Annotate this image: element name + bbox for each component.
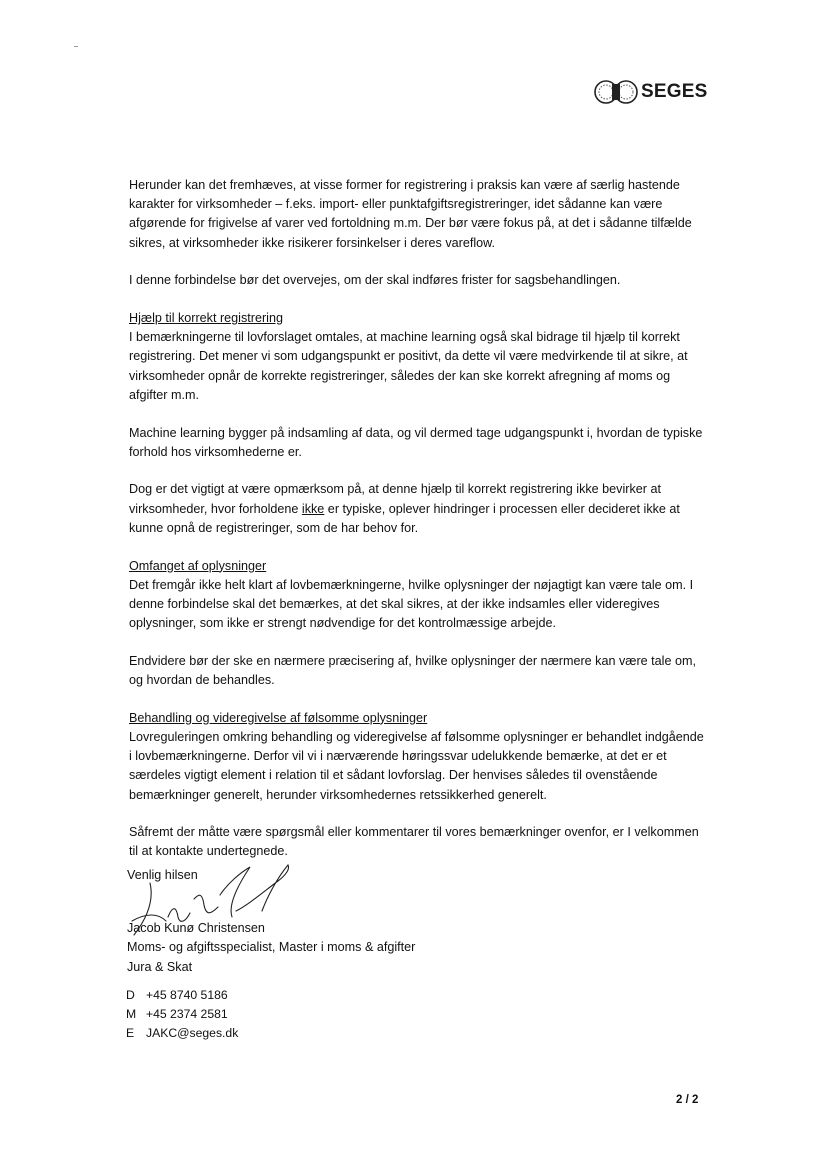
section-paragraph: Det fremgår ikke helt klart af lovbemærkningerne, hvilke oplysninger der nøjagtigt kan være tale om. I denne forbindelse skal det bemærkes, at det skal sikres, at der ikke indsamles eller videregives oplysninger, som ikke er strengt nødvendige for det kontrolmæssige arbejde. xyxy=(129,577,694,631)
underlined-word: ikke xyxy=(301,501,325,516)
section-paragraph: Endvidere bør der ske en nærmere præcisering af, hvilke oplysninger der nærmere kan være tale om, og hvordan de behandles. xyxy=(129,653,696,688)
section-scope xyxy=(129,557,704,634)
text-span: Dog er det vigtigt at være opmærksom på, at denne hjælp til korrekt registrering ikke bevirker at virksomheder, hvor forholdene xyxy=(129,482,661,516)
contact-value: +45 2374 2581 xyxy=(146,1007,228,1021)
contact-row-email xyxy=(126,1024,238,1043)
text-span: er typiske, oplever hindringer i processen eller decideret ikke at kunne opnå de registreringer, som de har behov for. xyxy=(129,501,680,535)
signer-name: Jacob Kunø Christensen xyxy=(127,920,265,935)
contact-details xyxy=(126,986,238,1043)
section-paragraph xyxy=(129,480,704,538)
section-sensitive-data xyxy=(129,709,704,805)
logo-text: SEGES xyxy=(641,81,708,102)
final-paragraph: Såfremt der måtte være spørgsmål eller kommentarer til vores bemærkninger ovenfor, er I velkommen til at kontakte undertegnede. xyxy=(129,825,699,859)
section-heading: Hjælp til korrekt registrering xyxy=(129,311,283,326)
intro-paragraph-1: Herunder kan det fremhæves, at visse former for registrering i praksis kan være af særlig hastende karakter for virksomheder – f.eks. import- eller punktafgiftsregistreringer, idet sådanne kan være afgørende for frigivelse af varer ved fortoldning m.m. Der bør være fokus på, at det i sådanne tilfælde sikres, at virksomheder ikke risikerer forsinkelser i deres vareflow. xyxy=(129,178,692,250)
letter-body xyxy=(129,176,704,880)
section-paragraph: I bemærkningerne til lovforslaget omtales, at machine learning også skal bidrage til hjælp til korrekt registrering. Det mener vi som udgangspunkt er positivt, da dette vil være medvirkende til at sikre, at virksomheder opnår de korrekte registreringer, således der kan ske korrekt afregning af moms og afgifter m.m. xyxy=(129,330,688,402)
contact-row-direct xyxy=(126,986,238,1005)
contact-value: +45 8740 5186 xyxy=(146,988,228,1002)
contact-row-mobile xyxy=(126,1005,238,1024)
section-paragraph: Machine learning bygger på indsamling af data, og vil dermed tage udgangspunkt i, hvordan de typiske forhold hos virksomhederne er. xyxy=(129,425,703,459)
section-registration xyxy=(129,309,704,405)
section-paragraph: Lovreguleringen omkring behandling og videregivelse af følsomme oplysninger er behandlet indgående i lovbemærkningerne. Derfor vil vi i nærværende høringssvar udelukkende bemærke, at det er et særdeles vigtigt element i relation til et sådant lovforslag. Der henvises således til ovenstående bemærkninger generelt, herunder virksomhedernes retssikkerhed generelt. xyxy=(129,729,704,802)
section-heading: Behandling og videregivelse af følsomme oplysninger xyxy=(129,710,428,725)
contact-key: E xyxy=(126,1026,135,1040)
scan-mark xyxy=(74,46,78,47)
contact-value: JAKC@seges.dk xyxy=(146,1026,239,1040)
page-number: 2 / 2 xyxy=(676,1094,699,1106)
intro-paragraph-2: I denne forbindelse bør det overvejes, om der skal indføres frister for sagsbehandlingen. xyxy=(129,273,621,288)
signer-department: Jura & Skat xyxy=(127,959,193,974)
section-heading: Omfanget af oplysninger xyxy=(129,558,267,573)
signer-title: Moms- og afgiftsspecialist, Master i moms & afgifter xyxy=(127,940,416,954)
seges-logo-icon xyxy=(593,79,639,105)
handwritten-signature xyxy=(128,855,298,945)
greeting: Venlig hilsen xyxy=(127,868,198,882)
seges-logo xyxy=(593,78,708,106)
contact-key: D xyxy=(126,988,135,1002)
contact-key: M xyxy=(126,1007,137,1021)
